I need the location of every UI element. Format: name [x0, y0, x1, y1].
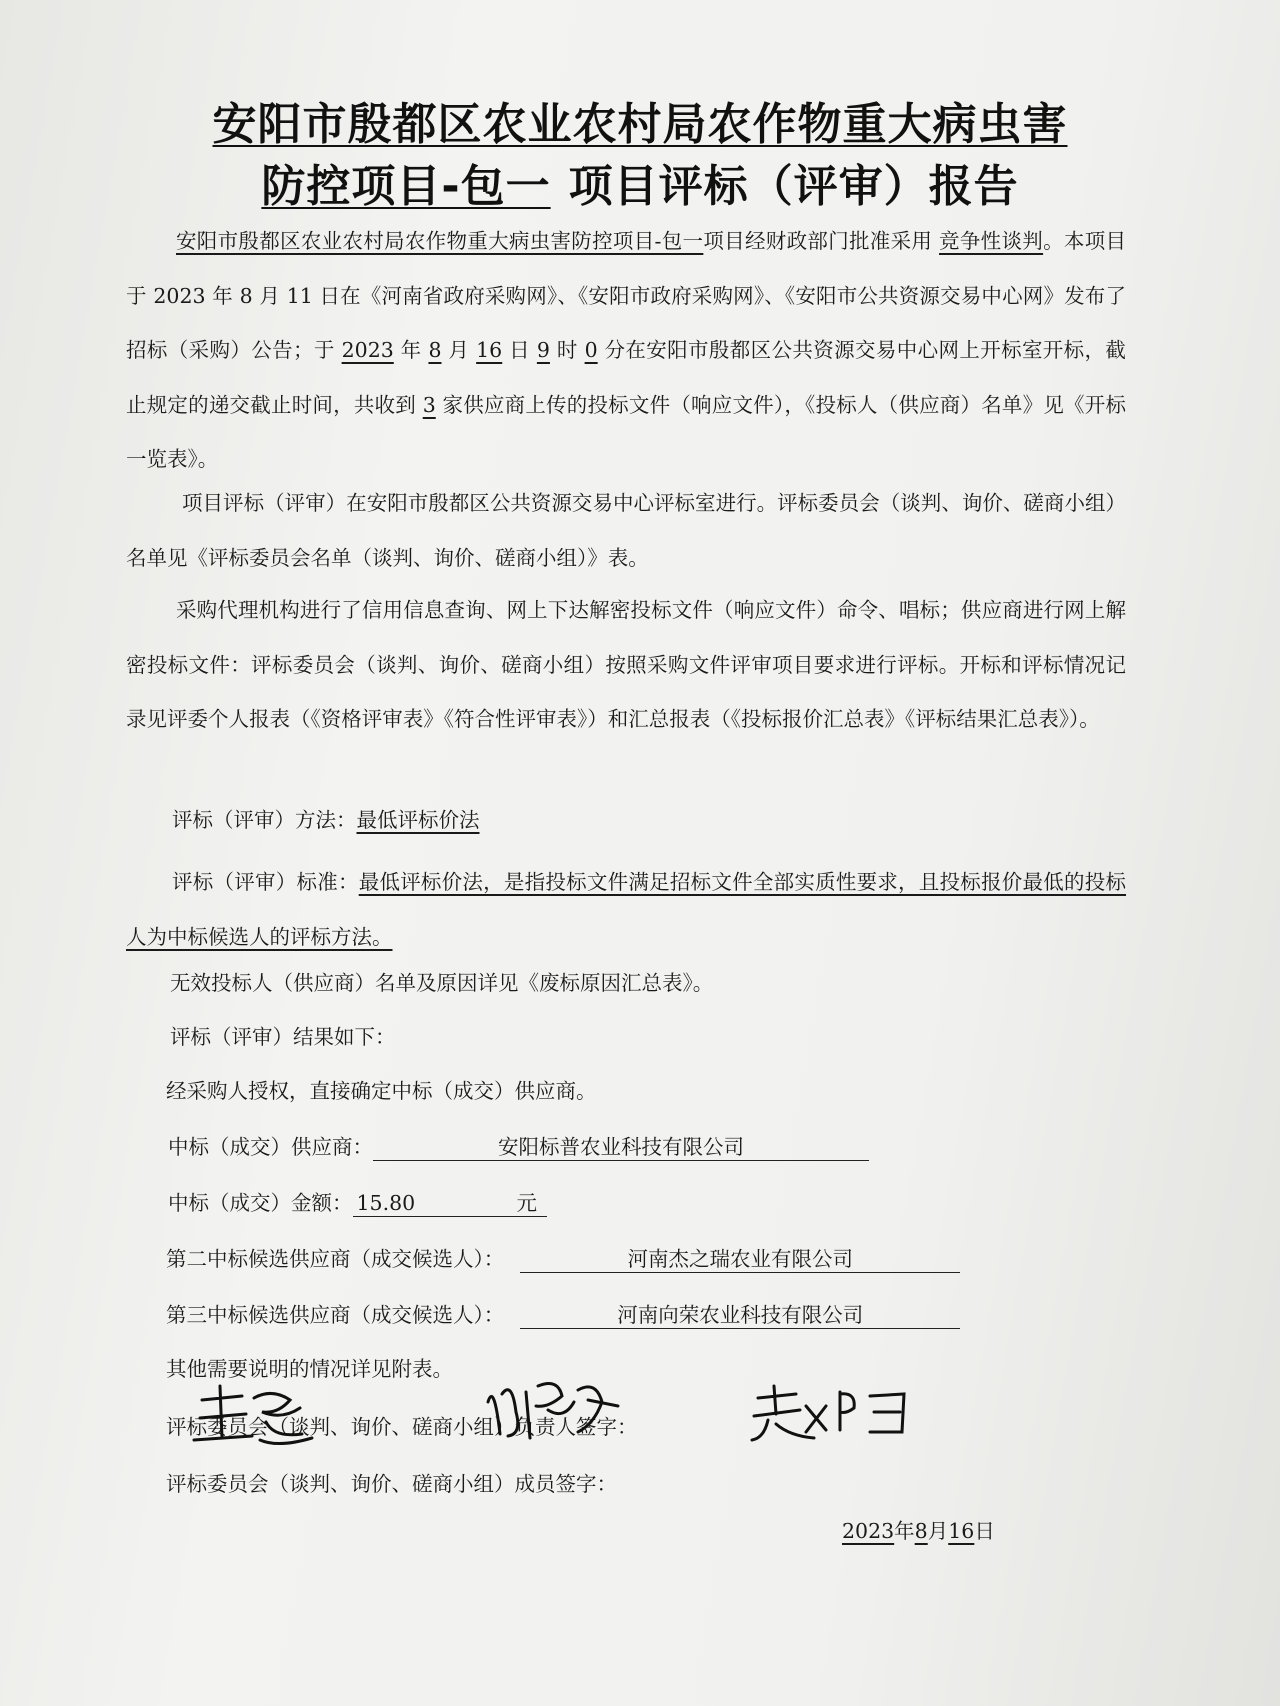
winner-line [168, 1130, 869, 1161]
open-hour: 9 [536, 338, 550, 362]
date-year-unit: 年 [894, 1519, 915, 1543]
para2-text: 项目评标（评审）在安阳市殷都区公共资源交易中心评标室进行。评标委员会（谈判、询价、磋商小组）名单见《评标委员会名单（谈判、询价、磋商小组）》表。 [126, 491, 1126, 570]
second-label: 第二中标候选供应商（成交候选人）： [166, 1247, 505, 1271]
winner-label: 中标（成交）供应商： [168, 1135, 373, 1159]
authorize-line: 经采购人授权，直接确定中标（成交）供应商。 [166, 1079, 597, 1103]
date-month: 8 [914, 1519, 928, 1543]
amount-unit: 元 [516, 1191, 537, 1215]
signing-date [842, 1514, 995, 1544]
standard-label: 评标（评审）标准： [172, 870, 359, 894]
project-name: 安阳市殷都区农业农村局农作物重大病虫害防控项目-包一 [176, 229, 704, 253]
method-label: 评标（评审）方法： [172, 808, 357, 832]
invalid-bidders-line: 无效投标人（供应商）名单及原因详见《废标原因汇总表》。 [170, 971, 714, 995]
open-month: 8 [428, 338, 442, 362]
para1-text-1: 项目经财政部门批准采用 [703, 229, 933, 253]
open-minute: 0 [584, 338, 598, 362]
amount-line [168, 1186, 537, 1217]
open-day-unit: 日 [509, 338, 530, 362]
date-day-unit: 日 [974, 1519, 995, 1543]
open-year: 2023 [341, 338, 394, 362]
amount-value: 15.80 [353, 1190, 547, 1217]
winner-value: 安阳标普农业科技有限公司 [373, 1134, 869, 1161]
para1-text-4: 家供应商上传的投标文件（响应文件），《投标人（供应商）名单》见《开标一览表》。 [126, 392, 1126, 471]
date-year: 2023 [842, 1519, 895, 1543]
third-candidate-line [166, 1298, 960, 1329]
other-notes-line: 其他需要说明的情况详见附表。 [166, 1357, 453, 1381]
para3-text: 采购代理机构进行了信用信息查询、网上下达解密投标文件（响应文件）命令、唱标；供应商进行网上解密投标文件：评标委员会（谈判、询价、磋商小组）按照采购文件评审项目要求进行评标。开标和评标情况记录见评委个人报表（《资格评审表》《符合性评审表》）和汇总报表（《投标报价汇总表》《评标结果汇总表》）。 [126, 598, 1126, 731]
signature-3-icon [744, 1380, 914, 1450]
third-value: 河南向荣农业科技有限公司 [520, 1302, 960, 1329]
open-hour-unit: 时 [556, 338, 578, 362]
standard-paragraph [126, 855, 1126, 964]
procurement-method: 竞争性谈判 [939, 229, 1044, 253]
member-sign-label: 评标委员会（谈判、询价、磋商小组）成员签字： [166, 1472, 617, 1496]
paragraph-evaluation-process [126, 583, 1126, 747]
leader-sign-label: 评标委员会（谈判、询价、磋商小组）负责人签字： [166, 1415, 638, 1439]
standard-value: 最低评标价法，是指投标文件满足招标文件全部实质性要求，且投标报价最低的投标人为中标候选人的评标方法。 [126, 870, 1127, 949]
third-label: 第三中标候选供应商（成交候选人）： [166, 1303, 505, 1327]
title-line-1-text: 安阳市殷都区农业农村局农作物重大病虫害 [212, 99, 1068, 150]
second-value: 河南杰之瑞农业有限公司 [520, 1246, 960, 1273]
result-line: 评标（评审）结果如下： [170, 1025, 396, 1049]
second-candidate-line [166, 1242, 960, 1273]
title-report-label: 项目评标（评审）报告 [568, 161, 1019, 212]
paragraph-evaluation-venue [126, 476, 1126, 585]
para1-text-2: 。本项目于 2023 年 8 月 11 日在《河南省政府采购网》、《安阳市政府采购网》、《安阳市公共资源交易中心网》发布了招标（采购）公告；于 [126, 229, 1126, 362]
title-project-name: 防控项目-包一 [261, 161, 551, 212]
para1-text-3: 分在安阳市殷都区公共资源交易中心网上开标室开标，截止规定的递交截止时间，共收到 [126, 338, 1126, 417]
open-day: 16 [476, 338, 503, 362]
date-month-unit: 月 [927, 1519, 949, 1543]
title-line-2 [0, 150, 1280, 214]
paragraph-announcement [126, 214, 1126, 487]
title-line-1 [0, 88, 1280, 152]
date-day: 16 [948, 1519, 975, 1543]
open-year-unit: 年 [400, 338, 422, 362]
open-month-unit: 月 [448, 338, 470, 362]
signature-2-icon [478, 1372, 628, 1452]
method-value: 最低评标价法 [356, 808, 480, 832]
amount-label: 中标（成交）金额： [168, 1191, 353, 1215]
supplier-count: 3 [422, 392, 436, 417]
method-line [172, 803, 480, 833]
signature-1-icon [182, 1378, 332, 1458]
